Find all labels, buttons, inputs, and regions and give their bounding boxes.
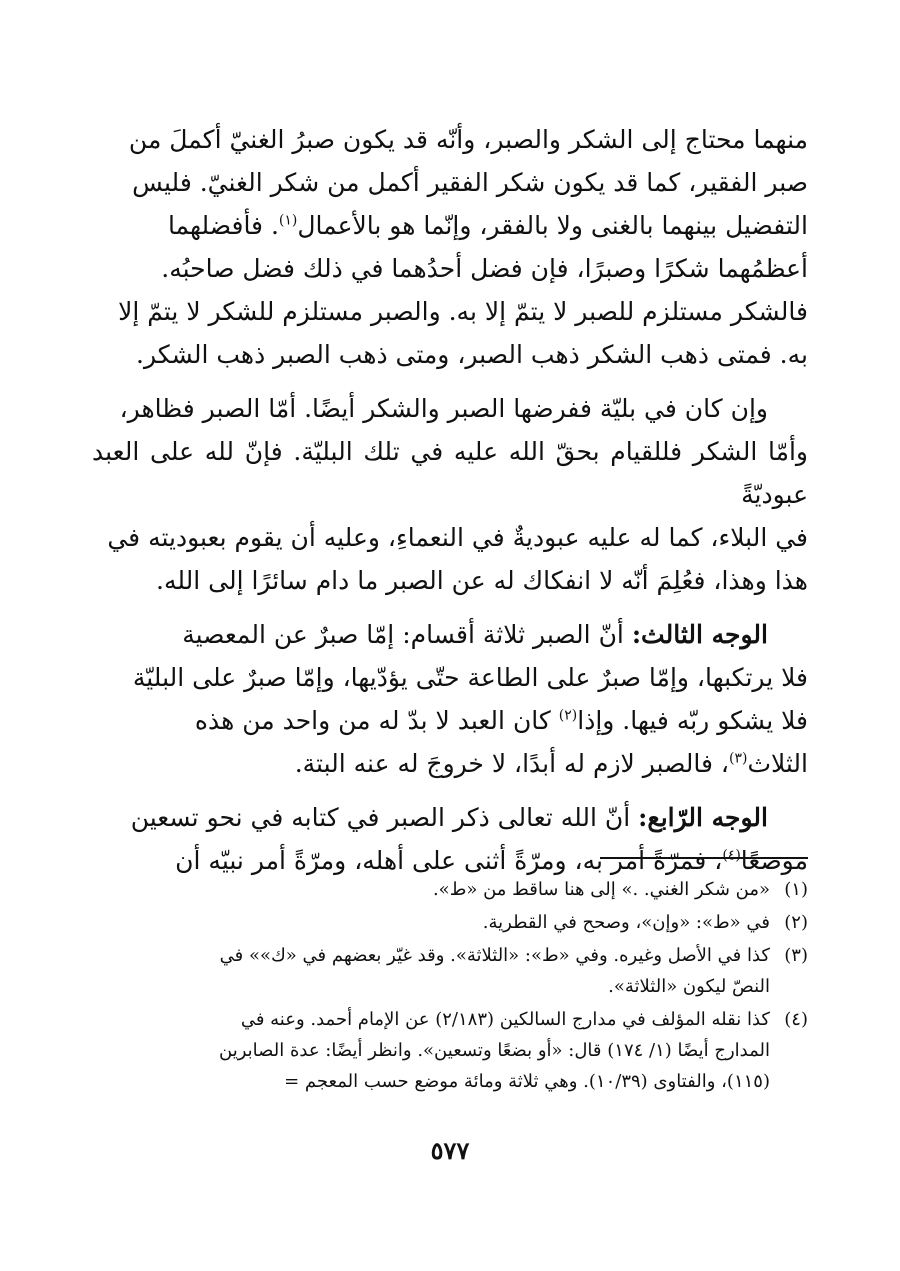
text-run: الثلاث: [747, 749, 808, 778]
footnote-line: المدارج أيضًا (١/ ١٧٤) قال: «أو بضعًا وتسعين». وانظر أيضًا: عدة الصابرين: [219, 1040, 770, 1061]
paragraph-1: [92, 118, 808, 376]
footnote-ref-1[interactable]: (١): [278, 212, 298, 229]
text-run: التفضيل بينهما بالغنى ولا بالفقر، وإنّما هو بالأعمال: [297, 211, 808, 240]
text-line: هذا وهذا، فعُلِمَ أنّه لا انفكاك له عن الصبر ما دام سائرًا إلى الله.: [156, 566, 808, 595]
text-run: فلا يشكو ربّه فيها. وإذا: [577, 706, 808, 735]
text-line: [92, 699, 808, 742]
footnote-number: (٤): [784, 1009, 808, 1030]
footnote-number: (٣): [784, 945, 808, 966]
text-line: [92, 796, 808, 839]
text-line: منهما محتاج إلى الشكر والصبر، وأنّه قد يكون صبرُ الغنيّ أكملَ من: [128, 125, 808, 154]
text-line: أعظمُهما شكرًا وصبرًا، فإن فضل أحدُهما في ذلك فضل صاحبُه.: [161, 254, 808, 283]
footnote-line: في «ط»: «وإن»، وصحح في القطرية.: [482, 912, 770, 933]
paragraph-3: [92, 613, 808, 785]
text-run: ، فالصبر لازم له أبدًا، لا خروجَ له عنه البتة.: [294, 749, 729, 778]
footnote-item: [92, 940, 808, 1002]
footnote-item: [92, 907, 808, 938]
footnotes: [92, 874, 808, 1099]
footnote-text: [92, 940, 770, 1002]
footnote-ref-4[interactable]: (٤): [722, 847, 741, 864]
text-run: ، فمرّةً أمر به، ومرّةً أثنى على أهله، ومرّةً أمر نبيّه أن: [175, 846, 723, 875]
page-number: ٥٧٧: [430, 1136, 470, 1165]
footnote-ref-3[interactable]: (٣): [728, 750, 748, 767]
text-run: كان العبد لا بدّ له من واحد من هذه: [194, 706, 559, 735]
text-line: صبر الفقير، كما قد يكون شكر الفقير أكمل من شكر الغنيّ. فليس: [132, 168, 808, 197]
footnote-line: كذا نقله المؤلف في مدارج السالكين (٢/١٨٣) عن الإمام أحمد. وعنه في: [240, 1009, 770, 1030]
text-line: فلا يرتكبها، وإمّا صبرٌ على الطاعة حتّى يؤدّيها، وإمّا صبرٌ على البليّة: [132, 663, 808, 692]
footnote-line: «من شكر الغني. .» إلى هنا ساقط من «ط».: [432, 879, 770, 900]
footnote-text: [92, 874, 770, 905]
text-run: موضعًا: [740, 846, 808, 875]
text-line: [92, 742, 808, 785]
paragraph-4: [92, 796, 808, 882]
text-run: أنّ الله تعالى ذكر الصبر في كتابه في نحو تسعين: [130, 803, 639, 832]
section-heading-third: الوجه الثالث:: [631, 620, 768, 649]
text-run: أنّ الصبر ثلاثة أقسام: إمّا صبرٌ عن المعصية: [182, 620, 632, 649]
text-line: به. فمتى ذهب الشكر ذهب الصبر، ومتى ذهب الصبر ذهب الشكر.: [136, 340, 808, 369]
paragraph-2: [92, 387, 808, 602]
footnote-line: (١١٥)، والفتاوى (١٠/٣٩). وهي ثلاثة ومائة موضع حسب المعجم =: [284, 1071, 770, 1092]
footnote-ref-2[interactable]: (٢): [558, 707, 578, 724]
main-text: [92, 118, 808, 882]
footnote-divider: [600, 857, 808, 859]
footnote-text: [92, 1004, 770, 1097]
text-line: فالشكر مستلزم للصبر لا يتمّ إلا به. والصبر مستلزم للشكر لا يتمّ إلا: [118, 297, 808, 326]
footnote-number: (٢): [784, 912, 808, 933]
footnote-line: كذا في الأصل وغيره. وفي «ط»: «الثلاثة». وقد غيّر بعضهم في «ك»» في: [219, 945, 770, 966]
footnote-text: [92, 907, 770, 938]
text-line: [92, 204, 808, 247]
text-line: [92, 613, 808, 656]
section-heading-fourth: الوجه الرّابع:: [638, 803, 768, 832]
text-run: . فأفضلهما: [167, 211, 279, 240]
text-line: وإن كان في بليّة ففرضها الصبر والشكر أيضًا. أمّا الصبر فظاهر،: [119, 394, 768, 423]
footnote-number: (١): [784, 879, 808, 900]
text-line: في البلاء، كما له عليه عبوديةٌ في النعماءِ، وعليه أن يقوم بعبوديته في: [107, 523, 808, 552]
footnote-item: [92, 1004, 808, 1097]
footnote-item: [92, 874, 808, 905]
footnote-line: النصّ ليكون «الثلاثة».: [608, 976, 770, 997]
text-line: وأمّا الشكر فللقيام بحقّ الله عليه في تلك البليّة. فإنّ لله على العبد عبوديّةً: [92, 437, 808, 509]
